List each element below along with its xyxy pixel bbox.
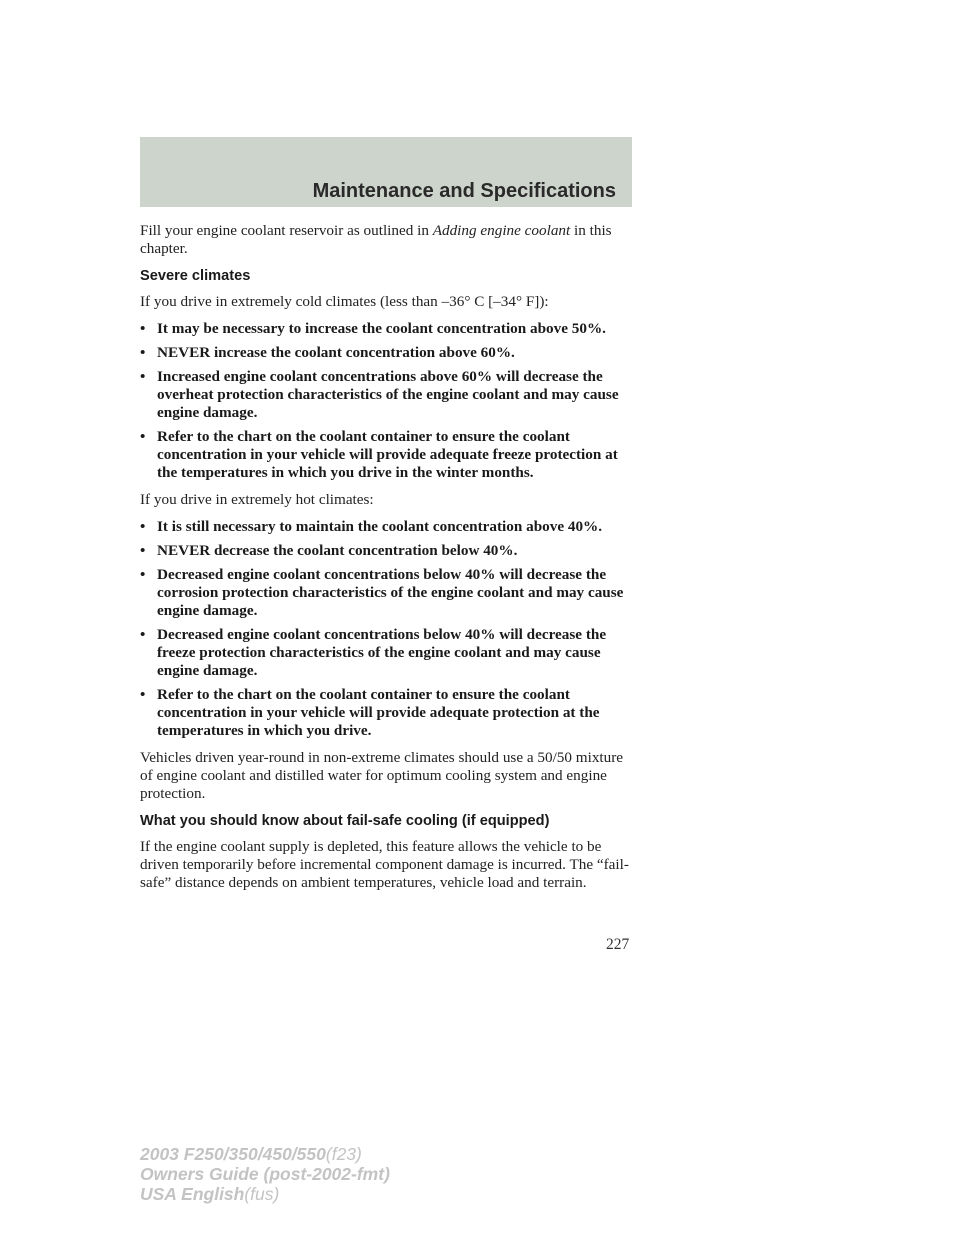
footer-guide-line [140,1164,390,1184]
bullet-text: Decreased engine coolant concentrations below 40% will decrease the freeze protection characteristics of the engine coolant and may cause engine damage. [157,626,607,679]
bullet-icon: • [140,368,146,385]
adding-engine-coolant-reference: Adding engine coolant [432,222,571,239]
list-item [140,344,632,362]
intro-text-after: in this chapter. [140,222,612,257]
footer-language-line [140,1184,390,1204]
document-footer [140,1144,390,1204]
non-extreme-climates-paragraph: Vehicles driven year-round in non-extreme climates should use a 50/50 mixture of engine coolant and distilled water for optimum cooling system and engine protection. [140,749,624,802]
bullet-text: It is still necessary to maintain the coolant concentration above 40%. [157,518,603,535]
list-item [140,626,632,680]
bullet-text: Increased engine coolant concentrations above 60% will decrease the overheat protection characteristics of the engine coolant and may cause engine damage. [157,368,619,421]
hot-climates-intro: If you drive in extremely hot climates: [140,491,374,508]
list-item [140,320,632,338]
intro-text-before: Fill your engine coolant reservoir as outlined in [140,222,433,239]
list-item [140,566,632,620]
intro-paragraph [140,222,632,258]
bullet-icon: • [140,542,146,559]
fail-safe-cooling-paragraph: If the engine coolant supply is depleted, this feature allows the vehicle to be driven temporarily before incremental component damage is incurred. The “fail-safe” distance depends on ambient temperatures, vehicle load and terrain. [140,838,629,891]
hot-climate-bullets [140,518,632,740]
page-number: 227 [606,936,630,953]
cold-climates-intro: If you drive in extremely cold climates (less than –36° C [–34° F]): [140,293,549,310]
bullet-icon: • [140,344,146,361]
bullet-icon: • [140,518,146,535]
bullet-icon: • [140,626,146,643]
footer-language: USA English [140,1184,245,1204]
bullet-text: Refer to the chart on the coolant container to ensure the coolant concentration in your vehicle will provide adequate freeze protection at the temperatures in which you drive in the winter months. [157,428,618,481]
footer-model-code: (f23) [325,1144,362,1164]
bullet-text: It may be necessary to increase the coolant concentration above 50%. [157,320,606,337]
footer-guide: Owners Guide (post-2002-fmt) [140,1164,390,1184]
chapter-header-band [140,137,632,207]
bullet-icon: • [140,566,146,583]
bullet-text: Decreased engine coolant concentrations below 40% will decrease the corrosion protection characteristics of the engine coolant and may cause engine damage. [157,566,624,619]
bullet-icon: • [140,686,146,703]
bullet-icon: • [140,428,146,445]
fail-safe-cooling-heading: What you should know about fail-safe cooling (if equipped) [140,813,550,829]
list-item [140,686,632,740]
footer-model: 2003 F250/350/450/550 [140,1144,326,1164]
list-item [140,542,632,560]
list-item [140,518,632,536]
bullet-text: Refer to the chart on the coolant container to ensure the coolant concentration in your vehicle will provide adequate protection at the temperatures in which you drive. [157,686,600,739]
bullet-text: NEVER increase the coolant concentration above 60%. [157,344,515,361]
chapter-title: Maintenance and Specifications [312,180,616,202]
bullet-icon: • [140,320,146,337]
severe-climates-heading: Severe climates [140,268,251,284]
bullet-text: NEVER decrease the coolant concentration below 40%. [157,542,518,559]
footer-language-code: (fus) [244,1184,280,1204]
footer-model-line [140,1144,390,1164]
list-item [140,368,632,422]
list-item [140,428,632,482]
page-content [140,222,632,901]
cold-climate-bullets [140,320,632,482]
